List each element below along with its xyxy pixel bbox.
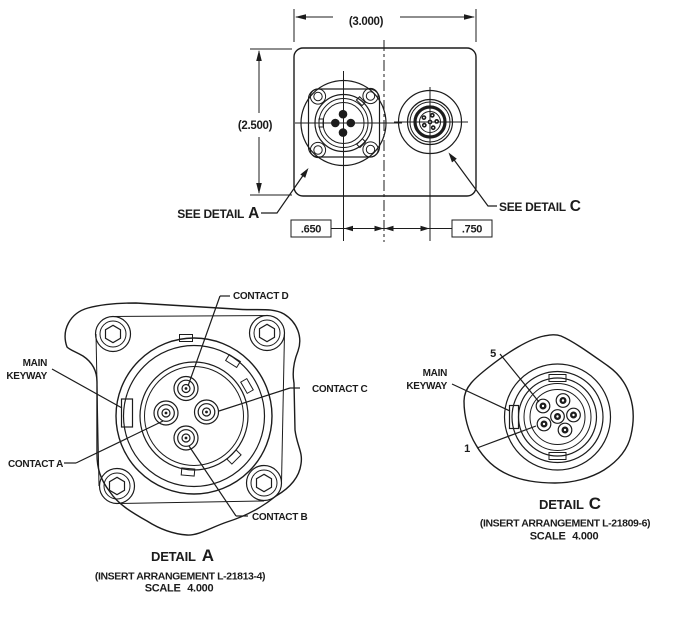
contact-c	[195, 400, 219, 424]
dim-height-text: (2.500)	[237, 120, 273, 132]
dimension-overall-width	[294, 9, 476, 42]
svg-text:CONTACT B: CONTACT B	[252, 512, 308, 523]
label-pin-1	[464, 426, 536, 455]
minor-key	[227, 450, 241, 464]
label-main-keyway-c	[406, 368, 510, 411]
detail-c-title: DETAIL C	[539, 494, 601, 513]
label-main-keyway-a	[6, 358, 122, 408]
detail-c-scale: SCALE 4.000	[529, 530, 599, 543]
hex-bolt	[247, 466, 282, 501]
label-contact-a	[8, 421, 163, 470]
connector-a-top-view	[295, 71, 402, 241]
detail-a-view	[6, 291, 367, 595]
detail-c-caption	[480, 494, 650, 543]
label-contact-b	[189, 446, 308, 523]
svg-text:KEYWAY: KEYWAY	[6, 371, 47, 382]
svg-text:CONTACT A: CONTACT A	[8, 459, 64, 470]
svg-text:CONTACT C: CONTACT C	[312, 384, 368, 395]
top-view	[177, 9, 581, 242]
dimension-overall-height	[238, 49, 292, 195]
label-contact-c	[219, 384, 368, 411]
keyway-tick	[356, 97, 365, 106]
svg-text:MAIN: MAIN	[22, 358, 47, 369]
detail-a-title: DETAIL A	[151, 546, 214, 565]
detail-c-subtitle: (INSERT ARRANGEMENT L-21809-6)	[479, 517, 651, 530]
detail-a-scale: SCALE 4.000	[144, 582, 214, 595]
shell-ring	[116, 338, 272, 494]
keyway-tick	[357, 139, 366, 148]
callout-see-detail-c	[449, 153, 581, 216]
contact-d	[174, 377, 198, 401]
svg-text:1: 1	[464, 443, 470, 455]
hex-bolt	[96, 317, 131, 352]
svg-text:KEYWAY: KEYWAY	[406, 381, 447, 392]
dim-750-text: .750	[461, 223, 483, 236]
contacts-detail-c	[536, 394, 580, 437]
label-pin-5	[490, 348, 539, 402]
detail-c-view	[406, 335, 650, 543]
see-detail-c-text: SEE DETAIL C	[499, 198, 581, 215]
dim-650-text: .650	[300, 223, 322, 236]
callout-see-detail-a	[177, 168, 308, 222]
hex-bolt	[250, 316, 285, 351]
svg-text:CONTACT D: CONTACT D	[233, 291, 289, 302]
see-detail-a-text: SEE DETAIL A	[177, 205, 259, 222]
dim-width-text: (3.000)	[348, 16, 384, 28]
main-keyway	[510, 406, 519, 429]
dimension-connector-offsets	[291, 220, 492, 237]
svg-text:5: 5	[490, 348, 496, 360]
hex-bolt	[100, 469, 135, 504]
contact-b	[174, 426, 198, 450]
detail-a-subtitle: (INSERT ARRANGEMENT L-21813-4)	[94, 570, 266, 583]
contact-a	[154, 401, 178, 425]
detail-a-caption	[95, 546, 265, 595]
svg-text:MAIN: MAIN	[422, 368, 447, 379]
